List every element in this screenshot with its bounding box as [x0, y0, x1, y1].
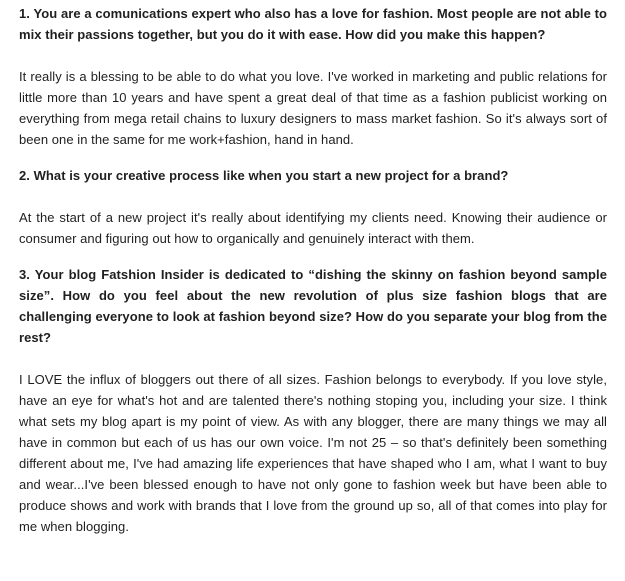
question-3: 3. Your blog Fatshion Insider is dedicated to “dishing the skinny on fashion beyond sample size”. How do you feel about the new revolution of plus size fashion blogs that are challenging everyone to look at fashion beyond size? How do you separate your blog from the rest? [19, 267, 607, 345]
answer-3: I LOVE the influx of bloggers out there of all sizes. Fashion belongs to everybody. If you love style, have an eye for what's hot and are talented there's nothing stoping you, including your size. I think what sets my blog apart is my point of view. As with any blogger, there are many things we may all have in common but each of us has our own voice. I'm not 25 – so that's definitely been something different about me, I've had amazing life experiences that have shaped who I am, what I want to buy and wear...I've been blessed enough to have not only gone to fashion week but have been able to produce shows and work with brands that I love from the ground up so, all of that comes into play for me when blogging. [19, 372, 607, 534]
answer-2: At the start of a new project it's really about identifying my clients need. Knowing their audience or consumer and figuring out how to organically and genuinely interact with them. [19, 210, 607, 246]
question-2: 2. What is your creative process like when you start a new project for a brand? [19, 168, 509, 183]
answer-1: It really is a blessing to be able to do what you love. I've worked in marketing and public relations for little more than 10 years and have spent a great deal of that time as a fashion publicist working on everything from mega retail chains to luxury designers to mass market fashion. So it's always sort of been one in the same for me work+fashion, hand in hand. [19, 69, 607, 147]
question-1: 1. You are a comunications expert who also has a love for fashion. Most people are not able to mix their passions together, but you do it with ease. How did you make this happen? [19, 6, 607, 42]
